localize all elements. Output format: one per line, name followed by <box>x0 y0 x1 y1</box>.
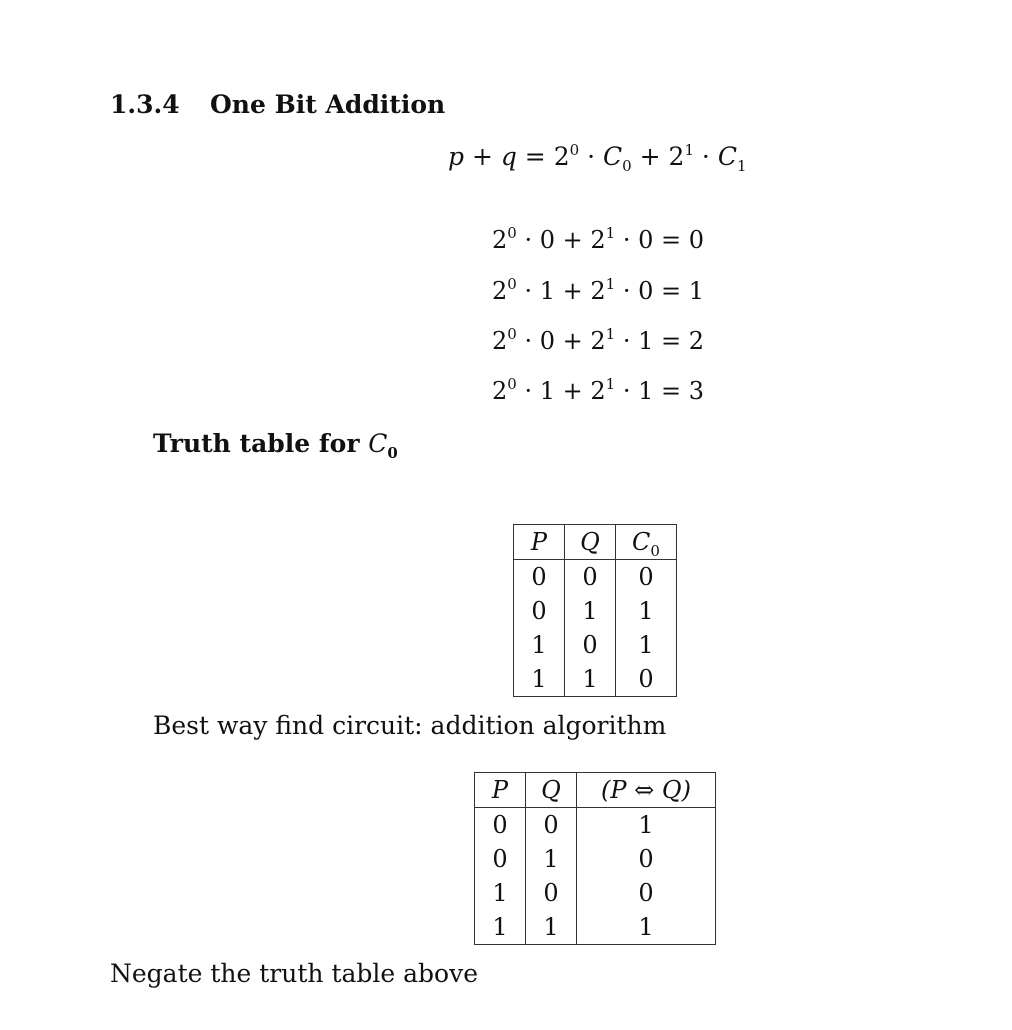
equation-line: $2^0 \cdot 1 + 2^1 \cdot 1 = 3$ <box>492 375 705 405</box>
table-row <box>514 594 677 628</box>
term2-base: 2 <box>668 142 685 171</box>
truth-table-var: C <box>368 429 388 458</box>
cell: 0 <box>475 842 526 876</box>
cell: 1 <box>526 842 577 876</box>
cell: 1 <box>616 594 677 628</box>
cell: 1 <box>616 628 677 662</box>
truth-table-c0 <box>513 524 677 697</box>
truth-table-sub: 0 <box>387 444 398 462</box>
term1-base: 2 <box>553 142 570 171</box>
term2-sub: 1 <box>736 157 747 175</box>
eq-result: 0 <box>688 226 705 254</box>
eq-a: 1 <box>539 377 555 405</box>
cell: 0 <box>475 808 526 843</box>
cell: 1 <box>475 910 526 945</box>
header-q: Q <box>526 773 577 808</box>
cell: 1 <box>514 662 565 697</box>
cell: 0 <box>577 876 716 910</box>
header-c0-sub: 0 <box>650 542 660 560</box>
cell: 1 <box>565 662 616 697</box>
section-number: 1.3.4 <box>110 90 180 119</box>
cell: 0 <box>616 662 677 697</box>
header-c0 <box>616 525 677 560</box>
table-row <box>475 842 716 876</box>
cell: 1 <box>475 876 526 910</box>
truth-table-iff <box>474 772 716 945</box>
eq-b: 0 <box>638 277 654 305</box>
header-iff: (P ⇔ Q) <box>577 773 716 808</box>
paragraph-circuit: Best way find circuit: addition algorithm <box>153 711 667 740</box>
header-c0-var: C <box>632 528 651 556</box>
term2-exp: 1 <box>684 141 694 159</box>
eq-a: 0 <box>539 226 555 254</box>
cell: 1 <box>577 910 716 945</box>
eq-result: 3 <box>688 377 705 405</box>
cell: 1 <box>577 808 716 843</box>
table-header-row <box>475 773 716 808</box>
eq-b: 1 <box>638 377 654 405</box>
eq-b: 0 <box>638 226 654 254</box>
section-heading <box>110 90 445 119</box>
header-p: P <box>514 525 565 560</box>
eq-result: 1 <box>688 277 705 305</box>
section-title: One Bit Addition <box>210 90 446 119</box>
term1-sub: 0 <box>622 157 632 175</box>
cell: 0 <box>526 876 577 910</box>
truth-table-heading <box>153 429 398 462</box>
header-q: Q <box>565 525 616 560</box>
cell: 0 <box>616 560 677 595</box>
eq-a: 0 <box>539 327 555 355</box>
table-row <box>475 808 716 843</box>
main-equation: $p + q = 2^0 \cdot C_0 + 2^1 \cdot C_1$ <box>448 141 747 175</box>
cell: 0 <box>577 842 716 876</box>
term1-exp: 0 <box>569 141 580 159</box>
cell: 0 <box>526 808 577 843</box>
eq-a: 1 <box>539 277 555 305</box>
cell: 1 <box>514 628 565 662</box>
truth-table-label: Truth table for <box>153 429 360 458</box>
header-p: P <box>475 773 526 808</box>
equation-line: $2^0 \cdot 0 + 2^1 \cdot 1 = 2$ <box>492 325 705 355</box>
cell: 1 <box>526 910 577 945</box>
table-row <box>475 910 716 945</box>
cell: 0 <box>565 560 616 595</box>
cell: 1 <box>565 594 616 628</box>
eq-result: 2 <box>688 327 705 355</box>
term1-var: C <box>603 142 623 171</box>
table-header-row <box>514 525 677 560</box>
equation-line: $2^0 \cdot 1 + 2^1 \cdot 0 = 1$ <box>492 275 705 305</box>
table-row <box>475 876 716 910</box>
cell: 0 <box>514 594 565 628</box>
table-row <box>514 662 677 697</box>
term2-var: C <box>717 142 737 171</box>
paragraph-negate: Negate the truth table above <box>110 959 479 988</box>
table-row <box>514 628 677 662</box>
cell: 0 <box>514 560 565 595</box>
equation-lhs: p + q <box>448 142 517 171</box>
eq-b: 1 <box>638 327 654 355</box>
cell: 0 <box>565 628 616 662</box>
equation-line: $2^0 \cdot 0 + 2^1 \cdot 0 = 0$ <box>492 224 705 254</box>
table-row <box>514 560 677 595</box>
